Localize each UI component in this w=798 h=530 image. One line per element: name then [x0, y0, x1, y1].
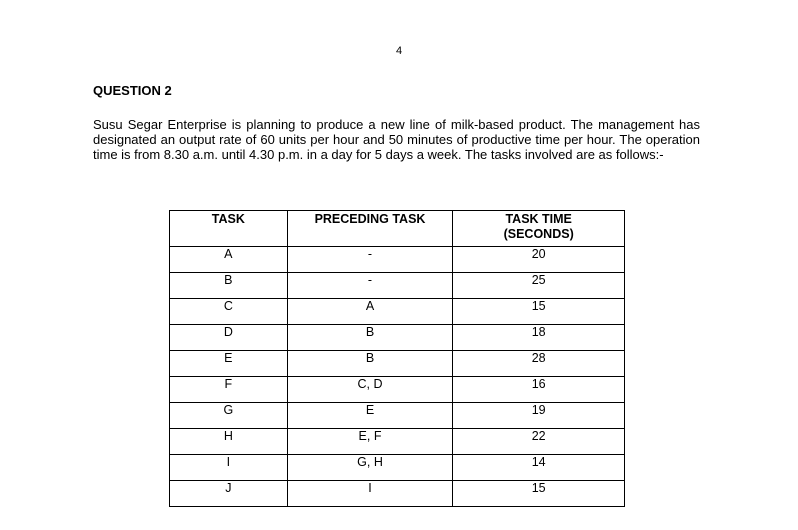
cell-task: A [170, 247, 288, 273]
cell-time: 18 [453, 325, 625, 351]
cell-preceding: G, H [287, 455, 453, 481]
cell-preceding: B [287, 325, 453, 351]
table-row [170, 247, 625, 273]
task-table [169, 210, 625, 507]
cell-time: 20 [453, 247, 625, 273]
question-heading: QUESTION 2 [93, 83, 172, 98]
cell-time: 22 [453, 429, 625, 455]
cell-time: 19 [453, 403, 625, 429]
table-row [170, 273, 625, 299]
cell-task: E [170, 351, 288, 377]
cell-time: 16 [453, 377, 625, 403]
cell-time: 28 [453, 351, 625, 377]
cell-time: 25 [453, 273, 625, 299]
header-task-time [453, 211, 625, 247]
cell-time: 15 [453, 299, 625, 325]
table-row [170, 299, 625, 325]
cell-task: D [170, 325, 288, 351]
table-row [170, 325, 625, 351]
cell-task: J [170, 481, 288, 507]
cell-task: G [170, 403, 288, 429]
header-task-time-line2: (SECONDS) [503, 227, 574, 241]
cell-preceding: A [287, 299, 453, 325]
cell-time: 14 [453, 455, 625, 481]
table-row [170, 351, 625, 377]
cell-preceding: I [287, 481, 453, 507]
page-number: 4 [395, 45, 403, 57]
cell-time: 15 [453, 481, 625, 507]
question-paragraph: Susu Segar Enterprise is planning to produce a new line of milk-based product. The management has designated an output rate of 60 units per hour and 50 minutes of productive time per hour. The operation time is from 8.30 a.m. until 4.30 p.m. in a day for 5 days a week. The tasks involved are as follows:- [93, 117, 700, 162]
cell-task: H [170, 429, 288, 455]
cell-preceding: E, F [287, 429, 453, 455]
cell-task: F [170, 377, 288, 403]
cell-preceding: - [287, 247, 453, 273]
cell-preceding: - [287, 273, 453, 299]
cell-task: C [170, 299, 288, 325]
header-task-time-line1: TASK TIME [505, 212, 572, 226]
table-row [170, 377, 625, 403]
table-header-row [170, 211, 625, 247]
header-task: TASK [170, 211, 288, 247]
cell-task: I [170, 455, 288, 481]
header-preceding-task: PRECEDING TASK [287, 211, 453, 247]
table-row [170, 429, 625, 455]
table-row [170, 481, 625, 507]
cell-preceding: E [287, 403, 453, 429]
cell-preceding: B [287, 351, 453, 377]
table-row [170, 403, 625, 429]
cell-preceding: C, D [287, 377, 453, 403]
cell-task: B [170, 273, 288, 299]
table-row [170, 455, 625, 481]
